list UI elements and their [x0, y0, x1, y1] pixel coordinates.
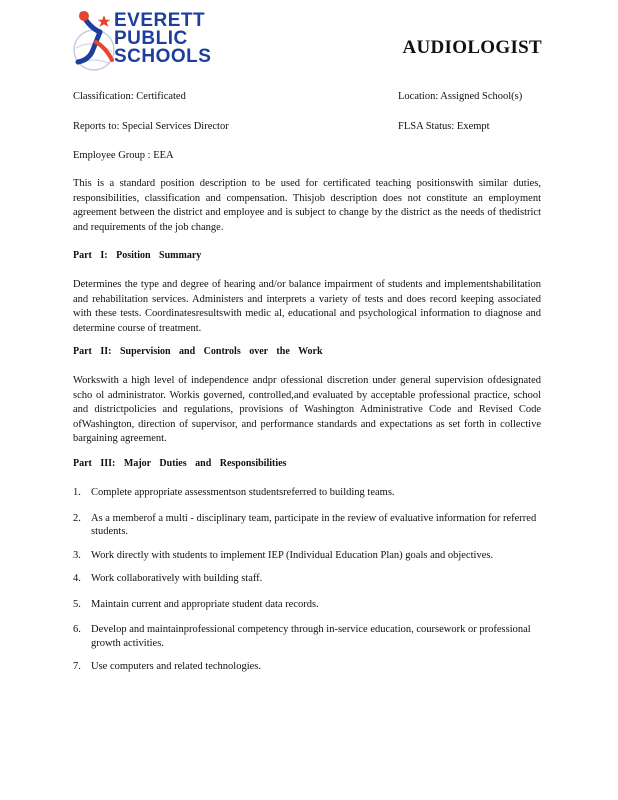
part-2-paragraph: Workswith a high level of independence andpr ofessional discretion under general supervision ofdesignated scho ol administrator. Workis governed, controlled,and evaluated by acceptable professional practice, school and districtpolicies and regulations, provisions of Washington Administrative Code and Revised Code ofWashington, direction of supervisor, and performance standards and expectations as set forth in collective bargaining agreement. — [73, 375, 541, 444]
logo-text — [114, 12, 211, 66]
list-item-number: 5. — [73, 598, 81, 610]
list-item — [73, 486, 541, 500]
list-item-text: Complete appropriate assessmentson studentsreferred to building teams. — [91, 487, 395, 498]
list-item-number: 7. — [73, 661, 81, 672]
list-item-number: 1. — [73, 487, 81, 498]
list-item-number: 4. — [73, 573, 81, 584]
employee-group-field: Employee Group : EEA — [73, 150, 174, 161]
list-item — [73, 512, 541, 539]
logo-line-3: SCHOOLS — [114, 46, 212, 67]
logo-emblem-icon — [70, 8, 116, 78]
list-item — [73, 549, 541, 563]
list-item-text: Work directly with students to implement IEP (Individual Education Plan) goals and objectives. — [91, 549, 494, 561]
part-1-heading: Part I: Position Summary — [73, 250, 202, 261]
list-item — [73, 598, 541, 612]
flsa-status-field: FLSA Status: Exempt — [398, 121, 490, 132]
part-2-heading: Part II: Supervision and Controls over the Work — [73, 346, 323, 357]
list-item-number: 3. — [73, 549, 81, 561]
document-title: AUDIOLOGIST — [402, 37, 542, 58]
duties-list — [73, 486, 541, 674]
list-item-text: Maintain current and appropriate student data records. — [91, 598, 319, 610]
everett-public-schools-logo — [70, 8, 240, 80]
logo-line-2: PUBLIC — [114, 28, 188, 49]
list-item — [73, 572, 541, 586]
intro-paragraph: This is a standard position description to be used for certificated teaching positionswith similar duties, responsibilities, classification and compensation. Thisjob description does not constitute an employment agreement between the district and employee and is subject to change by the district as the needs of thedistrict and requirements of the job change. — [73, 178, 541, 233]
location-field: Location: Assigned School(s) — [398, 91, 523, 102]
part-1-paragraph: Determines the type and degree of hearing and/or balance impairment of students and implementshabilitation and rehabilitation services. Administers and interprets a variety of tests and does record keeping associated with these tests. Coordinatesresultswith medic al, educational and psychological information to diagnose and determine course of treatment. — [73, 279, 541, 334]
list-item — [73, 623, 541, 650]
list-item-number: 6. — [73, 624, 81, 635]
list-item-text: Develop and maintainprofessional competency through in-service education, coursework or professional growth activities. — [91, 624, 531, 649]
list-item-number: 2. — [73, 512, 81, 524]
list-item — [73, 660, 541, 674]
logo-line-1: EVERETT — [114, 10, 206, 31]
classification-field: Classification: Certificated — [73, 91, 186, 102]
reports-to-field: Reports to: Special Services Director — [73, 121, 229, 132]
part-3-heading: Part III: Major Duties and Responsibilities — [73, 458, 287, 469]
list-item-text: Use computers and related technologies. — [91, 661, 261, 672]
list-item-text: Work collaboratively with building staff. — [91, 573, 263, 584]
list-item-text: As a memberof a multi - disciplinary team, participate in the review of evaluative information for referred students. — [91, 512, 537, 537]
